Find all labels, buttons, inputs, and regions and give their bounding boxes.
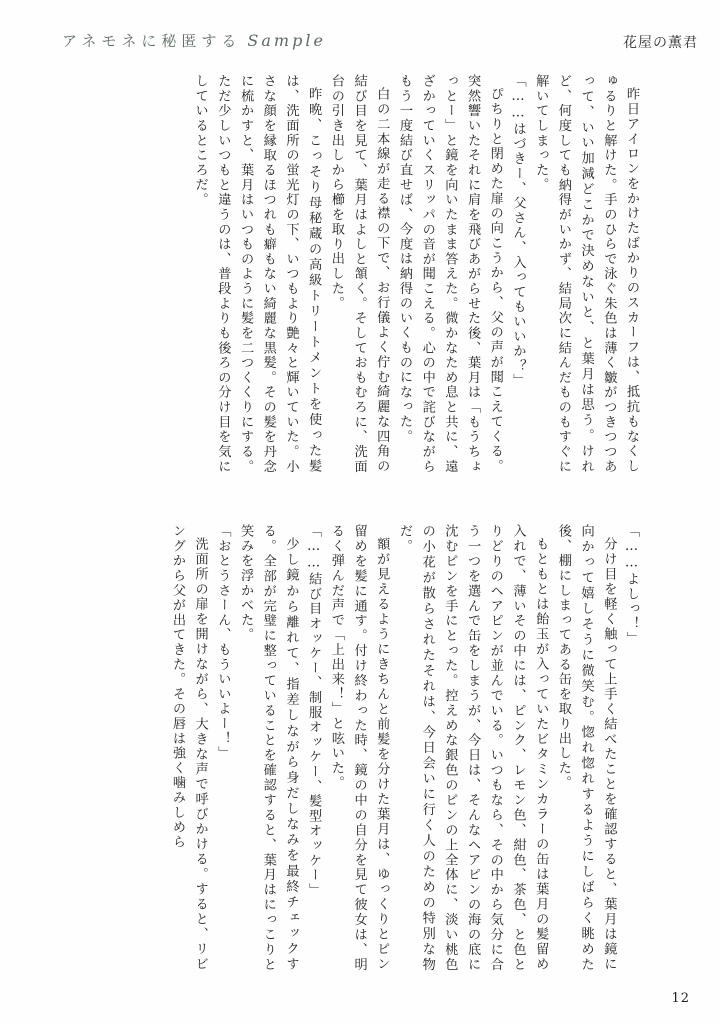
text-block-top <box>92 74 642 474</box>
paragraph: 昨晩、こっそり母秘蔵の高級トリートメントを使った髪は、洗面所の蛍光灯の下、いつもより艶々と輝いていた。小さな顔を縁取るほつれも癖もない綺麗な黒髪。その髪を丹念に梳かすと、葉月はいつものように髪を二つくくりにする。ただ少しいつもと違うのは、普段よりも後ろの分け目を気にしているところだ。 <box>192 74 322 474</box>
paragraph: 少し鏡から離れて、指差しながら身だしなみを最終チェックする。全部が完璧に整っていることを確認すると、葉月はにっこりと笑みを浮かべた。 <box>238 524 299 972</box>
paragraph: 分け目を軽く触って上手く結べたことを確認すると、葉月は鏡に向かって嬉しそうに微笑む。惚れ惚れするようにしばらく眺めた後、棚にしまってある缶を取り出した。 <box>555 524 617 972</box>
paragraph: 額が見えるようにきちんと前髪を分けた葉月は、ゆっくりとピン留めを髪に通す。付け終わった時、鏡の中の自分を見て彼女は、明るく弾んだ声で「上出来！」と呟いた。 <box>328 524 390 972</box>
running-head-right <box>623 32 698 52</box>
text-block-bottom <box>92 524 642 972</box>
paragraph: もともとは飴玉が入っていたビタミンカラーの缶は葉月の髪留め入れで、薄いその中には、ピンク、レモン色、紺色、茶色、と色とりどりのヘアピンが並んでいる。いつもなら、その中から気分に合う一つを選んで缶をしまうが、今日は、そんなヘアピンの海の底に沈むピンを手にとった。控えめな銀色のピンの上全体に、淡い桃色の小花が散らされたそれは、今日会いに行く人のための特別な物だ。 <box>396 524 549 972</box>
chapter-title: 花屋の薫君 <box>623 35 698 51</box>
paragraph: 洗面所の扉を開けながら、大きな声で呼びかける。すると、リビングから父が出てきた。その唇は強く噛みしめら <box>169 524 208 972</box>
body-area <box>92 74 642 976</box>
paragraph: ぴちりと閉めた扉の向こうから、父の声が聞こえてくる。突然響いたそれに肩を飛びあがらせた後、葉月は「もうちょっとー」と鏡を向いたまま答えた。微かなため息と共に、遠ざかっていくスリッパの音が聞こえる。心の中で詫びながらもう一度結び直せば、今度は納得のいくものになった。 <box>396 74 503 474</box>
running-head <box>0 30 720 64</box>
paragraph: 「……結び目オッケー、制服オッケー、髪型オッケー」 <box>306 524 322 898</box>
book-title: アネモネに秘匿する <box>62 32 242 50</box>
paragraph: 「おとうさーん、もういいよー！」 <box>215 524 231 761</box>
running-head-left <box>62 30 326 51</box>
page-number: 12 <box>671 991 690 1006</box>
paragraph: 昨日アイロンをかけたばかりのスカーフは、抵抗もなくしゅるりと解けた。手のひらで泳ぐ朱色は薄く皺がつきつつあって、いい加減どこかで決めないと、と葉月は思う。けれど、何度しても納得がいかず、結局次に結んだものもすぐに解いてしまった。 <box>533 74 639 474</box>
paragraph: 白の二本線が走る襟の下で、お行儀よく佇む綺麗な四角の結び目を見て、葉月はよしと頷く。そしておもむろに、洗面台の引き出しから櫛を取り出した。 <box>328 74 390 474</box>
sample-label: Sample <box>247 31 326 50</box>
paragraph: 「……よしっ！」 <box>624 524 639 646</box>
paragraph: 「……はづきー、父さん、入ってもいいか？」 <box>510 74 526 389</box>
